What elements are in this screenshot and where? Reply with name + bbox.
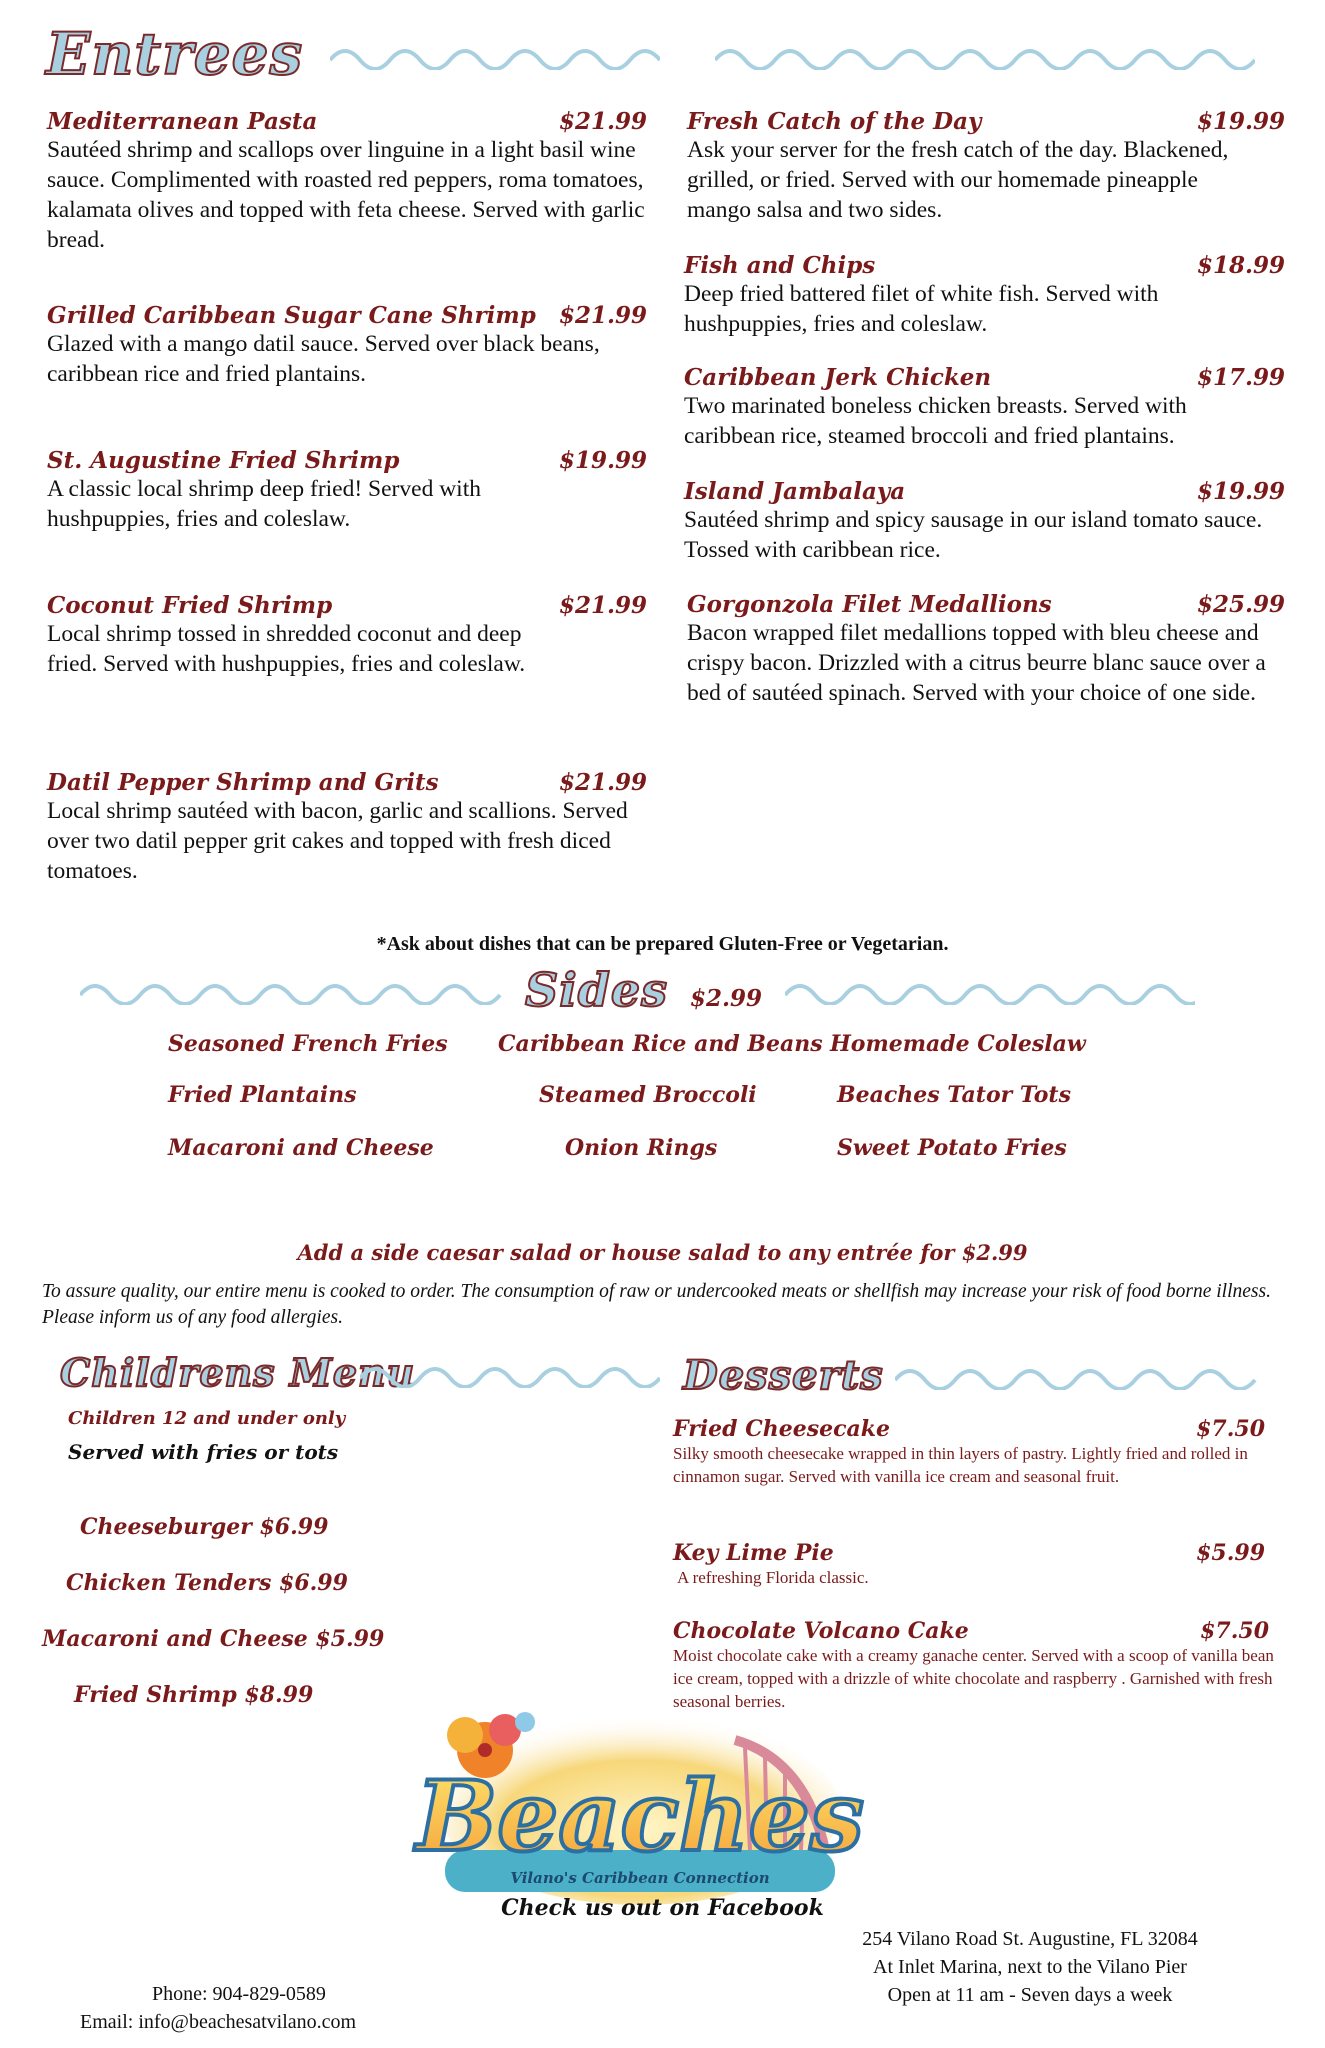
wave-divider bbox=[785, 975, 1195, 1005]
menu-item bbox=[687, 108, 1285, 225]
dessert-item bbox=[673, 1416, 1273, 1488]
entrees-title: Entrees bbox=[46, 20, 304, 88]
dish-price: $21.99 bbox=[558, 769, 647, 796]
dish-price: $21.99 bbox=[558, 592, 647, 619]
logo-wordmark: Beaches bbox=[416, 1760, 864, 1873]
desserts-title: Desserts bbox=[683, 1352, 884, 1399]
opening-hours: Open at 11 am - Seven days a week bbox=[887, 1984, 1173, 2006]
facebook-link[interactable]: Check us out on Facebook bbox=[501, 1895, 824, 1921]
wave-divider bbox=[330, 40, 660, 70]
dish-description: Ask your server for the fresh catch of the day. Blackened, grilled, or fried. Served with our homemade pineapple mango salsa and two sides. bbox=[687, 137, 1229, 223]
menu-item bbox=[47, 769, 647, 886]
childrens-age-note: Children 12 and under only bbox=[68, 1408, 346, 1429]
side-item: Macaroni and Cheese bbox=[168, 1135, 434, 1161]
childrens-side-note: Served with fries or tots bbox=[68, 1440, 339, 1464]
dish-name: Fresh Catch of the Day bbox=[687, 108, 982, 135]
menu-item bbox=[684, 364, 1285, 451]
dish-price: $17.99 bbox=[1196, 364, 1285, 391]
dish-name: Datil Pepper Shrimp and Grits bbox=[47, 769, 439, 796]
dish-description: Bacon wrapped filet medallions topped with bleu cheese and crispy bacon. Drizzled with a citrus beurre blanc sauce over a bed of sautéed spinach. Served with your choice of one side. bbox=[687, 620, 1266, 706]
dessert-price: $7.50 bbox=[1196, 1416, 1265, 1442]
wave-divider bbox=[715, 40, 1255, 70]
dish-description: Sautéed shrimp and spicy sausage in our island tomato sauce. Tossed with caribbean rice. bbox=[684, 507, 1263, 563]
email-address[interactable]: Email: info@beachesatvilano.com bbox=[80, 2011, 357, 2033]
dessert-name: Key Lime Pie bbox=[673, 1540, 834, 1566]
side-item: Fried Plantains bbox=[168, 1082, 357, 1108]
dish-price: $25.99 bbox=[1196, 591, 1285, 618]
menu-item bbox=[684, 252, 1285, 339]
dish-price: $18.99 bbox=[1196, 252, 1285, 279]
dietary-note: *Ask about dishes that can be prepared Gluten-Free or Vegetarian. bbox=[376, 933, 949, 955]
dessert-description: Moist chocolate cake with a creamy ganache center. Served with a scoop of vanilla bean ice cream, topped with a drizzle of white chocolate and raspberry . Garnished with fresh seasonal berries. bbox=[673, 1646, 1274, 1711]
menu-item bbox=[47, 108, 647, 255]
menu-item bbox=[687, 591, 1285, 708]
logo-tagline: Vilano's Caribbean Connection bbox=[510, 1869, 770, 1887]
dish-description: Two marinated boneless chicken breasts. Served with caribbean rice, steamed broccoli and fried plantains. bbox=[684, 393, 1187, 449]
side-item: Beaches Tator Tots bbox=[837, 1082, 1071, 1108]
dessert-name: Fried Cheesecake bbox=[673, 1416, 890, 1442]
wave-divider bbox=[360, 1358, 660, 1388]
dish-price: $19.99 bbox=[1196, 478, 1285, 505]
menu-item bbox=[47, 302, 647, 389]
dish-name: St. Augustine Fried Shrimp bbox=[47, 447, 400, 474]
dish-description: Glazed with a mango datil sauce. Served over black beans, caribbean rice and fried plantains. bbox=[47, 331, 600, 387]
dish-description: Local shrimp tossed in shredded coconut and deep fried. Served with hushpuppies, fries and coleslaw. bbox=[47, 621, 526, 677]
side-item: Sweet Potato Fries bbox=[837, 1135, 1067, 1161]
menu-item bbox=[47, 447, 647, 534]
dish-name: Island Jambalaya bbox=[684, 478, 906, 505]
sides-title: Sides bbox=[525, 963, 669, 1017]
location-note: At Inlet Marina, next to the Vilano Pier bbox=[873, 1956, 1187, 1978]
kids-menu-item: Fried Shrimp $8.99 bbox=[74, 1682, 314, 1708]
wave-divider bbox=[80, 975, 510, 1005]
dessert-price: $5.99 bbox=[1196, 1540, 1265, 1566]
beaches-logo bbox=[405, 1700, 875, 1915]
dish-name: Mediterranean Pasta bbox=[47, 108, 318, 135]
dish-name: Coconut Fried Shrimp bbox=[47, 592, 333, 619]
menu-item bbox=[684, 478, 1285, 565]
food-safety-disclaimer: To assure quality, our entire menu is cooked to order. The consumption of raw or undercooked meats or shellfish may increase your risk of food borne illness. Please inform us of any food allergies. bbox=[42, 1281, 1271, 1328]
side-item: Caribbean Rice and Beans bbox=[498, 1031, 823, 1057]
dish-description: Deep fried battered filet of white fish. Served with hushpuppies, fries and coleslaw. bbox=[684, 281, 1159, 337]
side-item: Seasoned French Fries bbox=[168, 1031, 448, 1057]
dish-description: Local shrimp sautéed with bacon, garlic and scallions. Served over two datil pepper grit cakes and topped with fresh diced tomatoes. bbox=[47, 798, 628, 884]
dish-price: $19.99 bbox=[558, 447, 647, 474]
side-item: Steamed Broccoli bbox=[539, 1082, 757, 1108]
salad-note: Add a side caesar salad or house salad to any entrée for $2.99 bbox=[297, 1240, 1028, 1265]
menu-item bbox=[47, 592, 647, 679]
dish-description: Sautéed shrimp and scallops over linguine in a light basil wine sauce. Complimented with roasted red peppers, roma tomatoes, kalamata olives and topped with feta cheese. Served with garlic bread. bbox=[47, 137, 645, 253]
dish-name: Caribbean Jerk Chicken bbox=[684, 364, 992, 391]
dessert-item bbox=[673, 1540, 1273, 1589]
dish-name: Grilled Caribbean Sugar Cane Shrimp bbox=[47, 302, 536, 329]
side-item: Onion Rings bbox=[565, 1135, 718, 1161]
dish-price: $21.99 bbox=[558, 302, 647, 329]
dish-description: A classic local shrimp deep fried! Served with hushpuppies, fries and coleslaw. bbox=[47, 476, 481, 532]
dish-name: Fish and Chips bbox=[684, 252, 876, 279]
dessert-item bbox=[673, 1618, 1283, 1713]
street-address: 254 Vilano Road St. Augustine, FL 32084 bbox=[862, 1928, 1198, 1950]
wave-divider bbox=[895, 1360, 1275, 1390]
kids-menu-item: Chicken Tenders $6.99 bbox=[66, 1570, 348, 1596]
sides-price: $2.99 bbox=[690, 985, 763, 1012]
dessert-price: $7.50 bbox=[1200, 1618, 1269, 1644]
kids-menu-item: Macaroni and Cheese $5.99 bbox=[42, 1626, 385, 1652]
dish-name: Gorgonzola Filet Medallions bbox=[687, 591, 1052, 618]
dessert-description: A refreshing Florida classic. bbox=[677, 1568, 869, 1587]
dish-price: $19.99 bbox=[1196, 108, 1285, 135]
phone-number[interactable]: Phone: 904-829-0589 bbox=[152, 1983, 326, 2005]
dessert-description: Silky smooth cheesecake wrapped in thin layers of pastry. Lightly fried and rolled in cinnamon sugar. Served with vanilla ice cream and seasonal fruit. bbox=[673, 1444, 1248, 1486]
dessert-name: Chocolate Volcano Cake bbox=[673, 1618, 969, 1644]
kids-menu-item: Cheeseburger $6.99 bbox=[80, 1514, 329, 1540]
childrens-menu-title: Childrens Menu bbox=[60, 1350, 416, 1395]
dish-price: $21.99 bbox=[558, 108, 647, 135]
side-item: Homemade Coleslaw bbox=[830, 1031, 1086, 1057]
